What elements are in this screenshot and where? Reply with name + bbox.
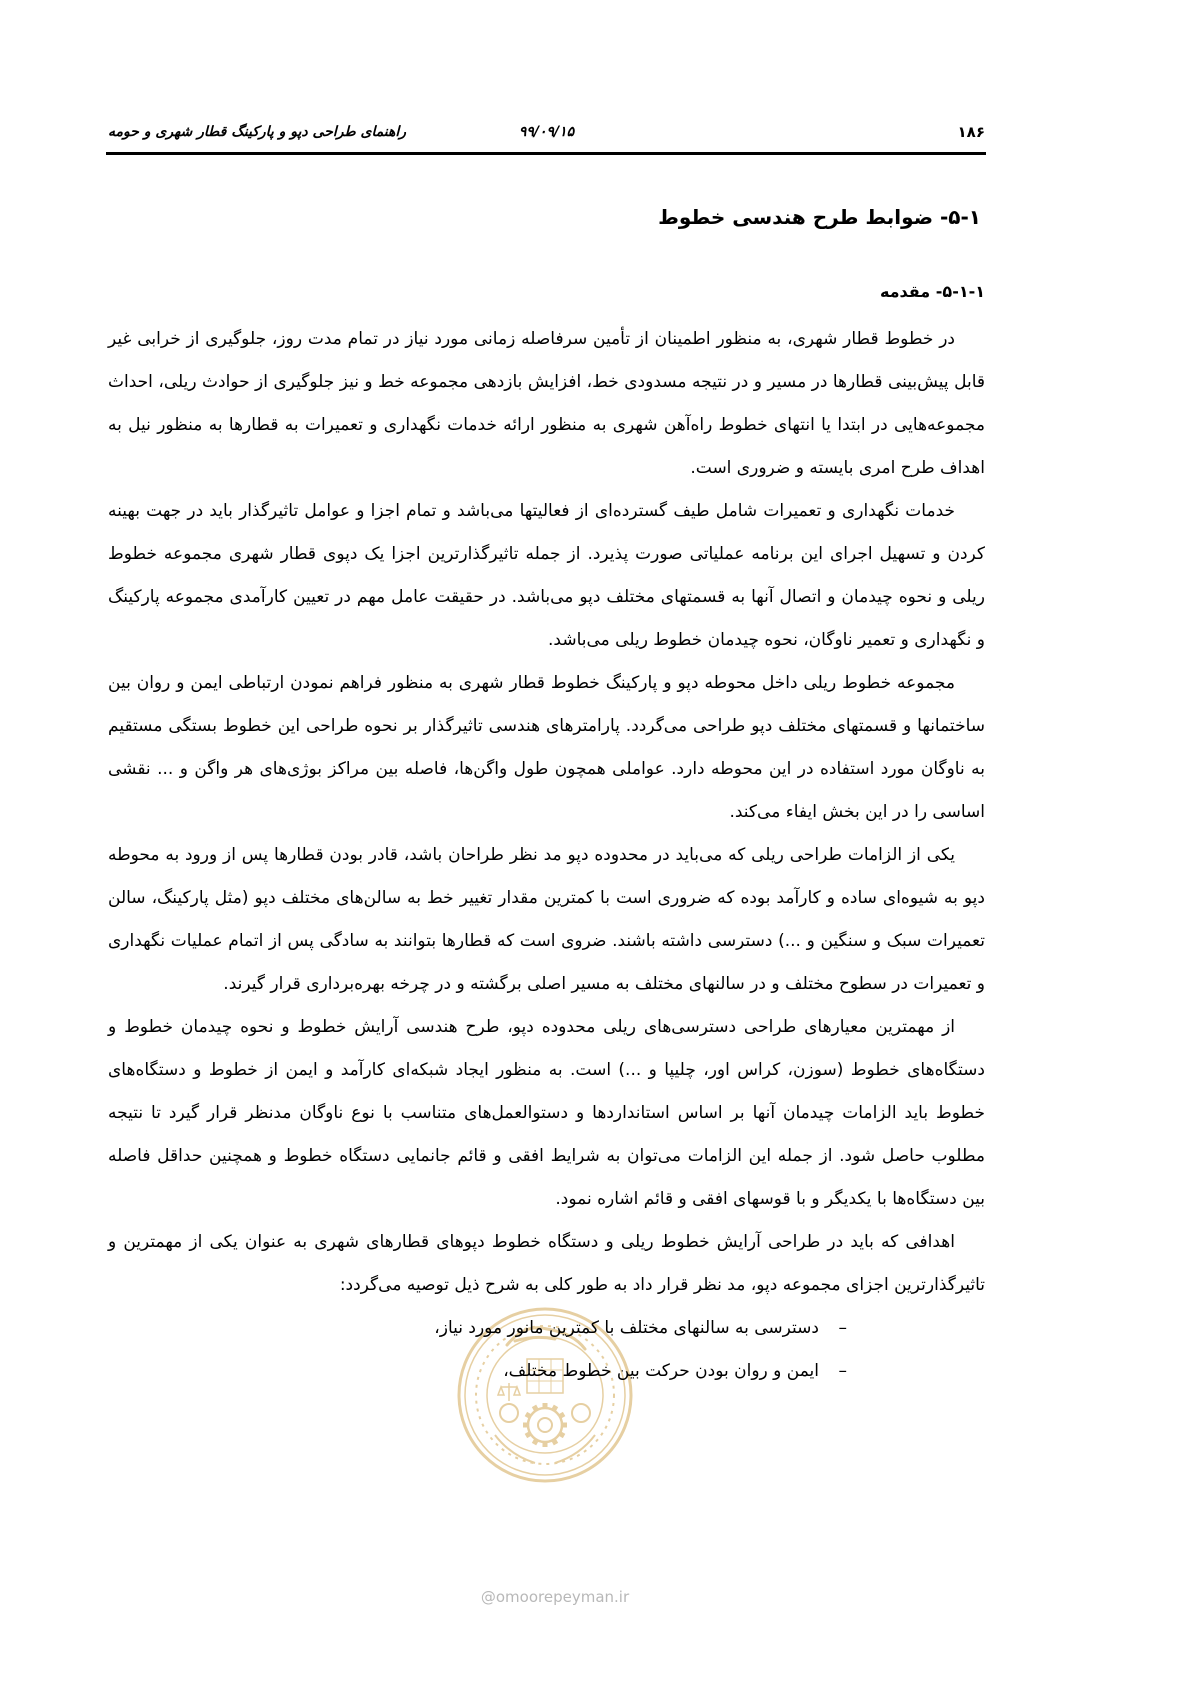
bullet-list <box>108 1307 985 1393</box>
seal-laurel <box>495 1435 595 1463</box>
paragraph: خدمات نگهداری و تعمیرات شامل طیف گسترده‌ای از فعالیتها می‌باشد و تمام اجزا و عوامل تاثیرگذار باید در جهت بهینه کردن و تسهیل اجرای این برنامه عملیاتی صورت پذیرد. از جمله تاثیرگذارترین اجزا یک دپوی قطار شهری مجموعه خطوط ریلی و نحوه چیدمان و اتصال آنها به قسمتهای مختلف دپو می‌باشد. در حقیقت عامل مهم در تعیین کارآمدی مجموعه پارکینگ و نگهداری و تعمیر ناوگان، نحوه چیدمان خطوط ریلی می‌باشد. <box>108 501 985 650</box>
paragraph: یکی از الزامات طراحی ریلی که می‌باید در محدوده دپو مد نظر طراحان باشد، قادر بودن قطارها پس از ورود به محوطه دپو به شیوه‌ای ساده و کارآمد بوده که ضروری است با کمترین مقدار تغییر خط به سالن‌های مختلف دپو (مثل پارکینگ، سالن تعمیرات سبک و سنگین و ...) دسترسی داشته باشند. ضروی است که قطارها بتوانند به سادگی پس از اتمام عملیات نگهداری و تعمیرات در سطوح مختلف و در سالنهای مختلف به مسیر اصلی برگشته و در چرخه بهره‌برداری قرار گیرند. <box>108 845 985 994</box>
document-body <box>108 318 985 1393</box>
list-item-text: دسترسی به سالنهای مختلف با کمترین مانور مورد نیاز، <box>434 1318 819 1338</box>
document-title: راهنمای طراحی دپو و پارکینگ قطار شهری و حومه <box>108 124 407 140</box>
seal-gear-hub <box>538 1418 552 1432</box>
bullet-dash: – <box>838 1318 847 1338</box>
bullet-dash: – <box>838 1361 847 1381</box>
seal-gear-teeth <box>523 1403 567 1447</box>
header-date: ۹۹/۰۹/۱۵ <box>518 124 575 140</box>
paragraph: از مهمترین معیارهای طراحی دسترسی‌های ریلی محدوده دپو، طرح هندسی آرایش خطوط و نحوه چیدمان خطوط و دستگاه‌های خطوط (سوزن، کراس اور، چلیپا و ...) است. به منظور ایجاد شبکه‌ای کارآمد و ایمن از خطوط و دستگاه‌های خطوط باید الزامات چیدمان آنها بر اساس استانداردها و دستوالعمل‌های متناسب با نوع ناوگان مدنظر قرار گیرد تا نتیجه مطلوب حاصل شود. از جمله این الزامات می‌توان به شرایط افقی و قائم جانمایی دستگاه خطوط و همچنین حداقل فاصله بین دستگاه‌ها با یکدیگر و با قوسهای افقی و قائم اشاره نمود. <box>108 1017 985 1209</box>
seal-right-gear <box>572 1404 590 1422</box>
header-rule <box>106 152 986 155</box>
section-subheading: ۵-۱-۱- مقدمه <box>879 282 985 301</box>
paragraph: مجموعه خطوط ریلی داخل محوطه دپو و پارکینگ خطوط قطار شهری به منظور فراهم نمودن ارتباطی ایمن و روان بین ساختمانها و قسمتهای مختلف دپو طراحی می‌گردد. پارامترهای هندسی تاثیرگذار بر نحوه طراحی این خطوط بستگی مستقیم به ناوگان مورد استفاده در این محوطه دارد. عواملی همچون طول واگن‌ها، فاصله بین مراکز بوژی‌های هر واگن و ... نقشی اساسی را در این بخش ایفاء می‌کند. <box>108 673 985 822</box>
page-number: ۱۸۶ <box>957 123 985 141</box>
paragraph: در خطوط قطار شهری، به منظور اطمینان از تأمین سرفاصله زمانی مورد نیاز در تمام مدت روز، جلوگیری از خرابی غیر قابل پیش‌بینی قطارها در مسیر و در نتیجه مسدودی خط، افزایش بازدهی مجموعه خط و نیز جلوگیری از حوادث ریلی، احداث مجموعه‌هایی در ابتدا یا انتهای خطوط راه‌آهن شهری به منظور ارائه خدمات نگهداری و تعمیرات به قطارها به منظور نیل به اهداف طرح امری بایسته و ضروری است. <box>108 329 985 478</box>
list-item <box>108 1350 985 1393</box>
page-header <box>108 118 985 146</box>
seal-left-gear <box>500 1404 518 1422</box>
seal-gear-body <box>528 1408 562 1442</box>
section-heading: ۵-۱- ضوابط طرح هندسی خطوط <box>658 205 981 229</box>
list-item <box>108 1307 985 1350</box>
paragraph: اهدافی که باید در طراحی آرایش خطوط ریلی و دستگاه خطوط دپوهای قطارهای شهری به عنوان یکی از مهمترین و تاثیرگذارترین اجزای مجموعه دپو، مد نظر قرار داد به طور کلی به شرح ذیل توصیه می‌گردد: <box>108 1232 985 1295</box>
watermark-text: @omoorepeyman.ir <box>480 1588 630 1606</box>
list-item-text: ایمن و روان بودن حرکت بین خطوط مختلف، <box>503 1361 819 1381</box>
